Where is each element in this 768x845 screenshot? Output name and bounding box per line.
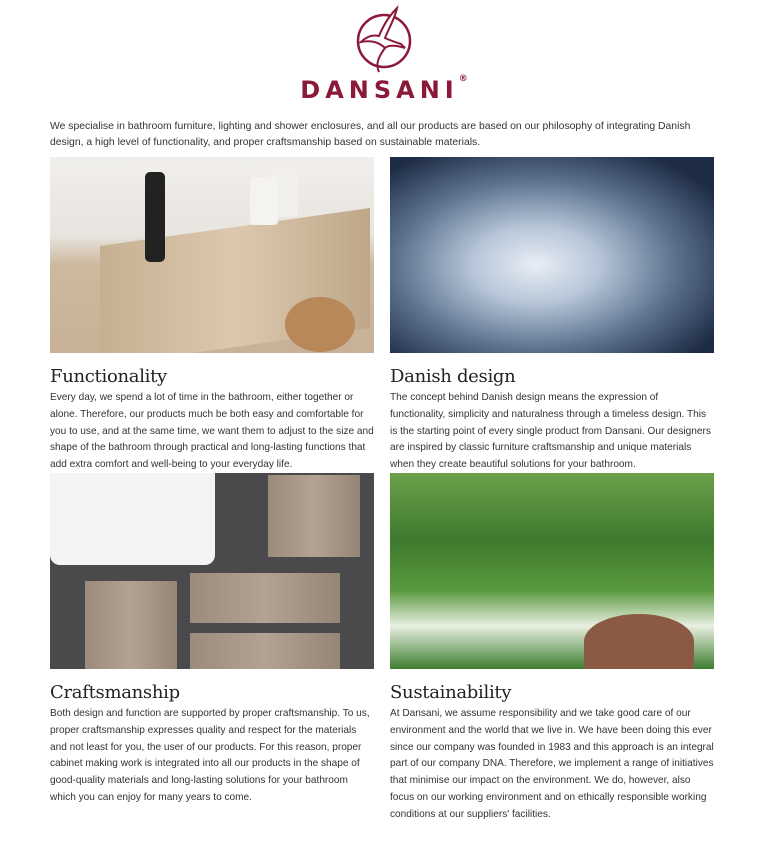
functionality-image [50, 157, 374, 353]
section-body: The concept behind Danish design means the expression of functionality, simplicity and naturalness through a timeless design. This is the starting point of every single product from Dansani. Our designers are inspired by classic furniture craftsmanship and unique materials when they create beautiful solutions for your bathroom. [390, 392, 711, 471]
section-title: Danish design [390, 366, 516, 387]
section-sustainability [390, 473, 714, 824]
section-title: Craftsmanship [50, 682, 180, 703]
danish-design-image [390, 157, 714, 353]
section-title: Functionality [50, 366, 167, 387]
section-body: Both design and function are supported by proper craftsmanship. To us, proper craftsmanship expresses quality and respect for the materials and not least for you, the user of our products. For this reason, proper cabinet making work is integrated into all our products in the shape of good-quality materials and long-lasting solutions for your bathroom which you can enjoy for many years to come. [50, 708, 370, 803]
section-craftsmanship [50, 473, 374, 807]
section-functionality [50, 157, 374, 474]
section-title: Sustainability [390, 682, 512, 703]
brand-name: DANSANI® [300, 74, 468, 104]
section-danish-design [390, 157, 714, 474]
section-body: At Dansani, we assume responsibility and we take good care of our environment and the world that we live in. We have been doing this ever since our company was founded in 1983 and this approach is an integral part of our company DNA. Therefore, we implement a range of initiatives that minimise our impact on the environment. We do, however, also focus on our working environment and on ethically responsible working conditions at our suppliers' facilities. [390, 708, 714, 820]
dansani-logo[interactable] [0, 0, 768, 104]
intro-text: We specialise in bathroom furniture, lighting and shower enclosures, and all our products are based on our philosophy of integrating Danish design, a high level of functionality, and proper craftsmanship based on sustainable materials. [50, 121, 691, 148]
section-body: Every day, we spend a lot of time in the bathroom, either together or alone. Therefore, our products much be both easy and comfortable for you to use, and at the same time, we want them to adjust to the size and shape of the bathroom through practical and long-lasting functions that add extra comfort and well-being to your everyday life. [50, 392, 374, 471]
sustainability-image [390, 473, 714, 669]
bird-circle-icon [349, 4, 419, 74]
craftsmanship-image [50, 473, 374, 669]
